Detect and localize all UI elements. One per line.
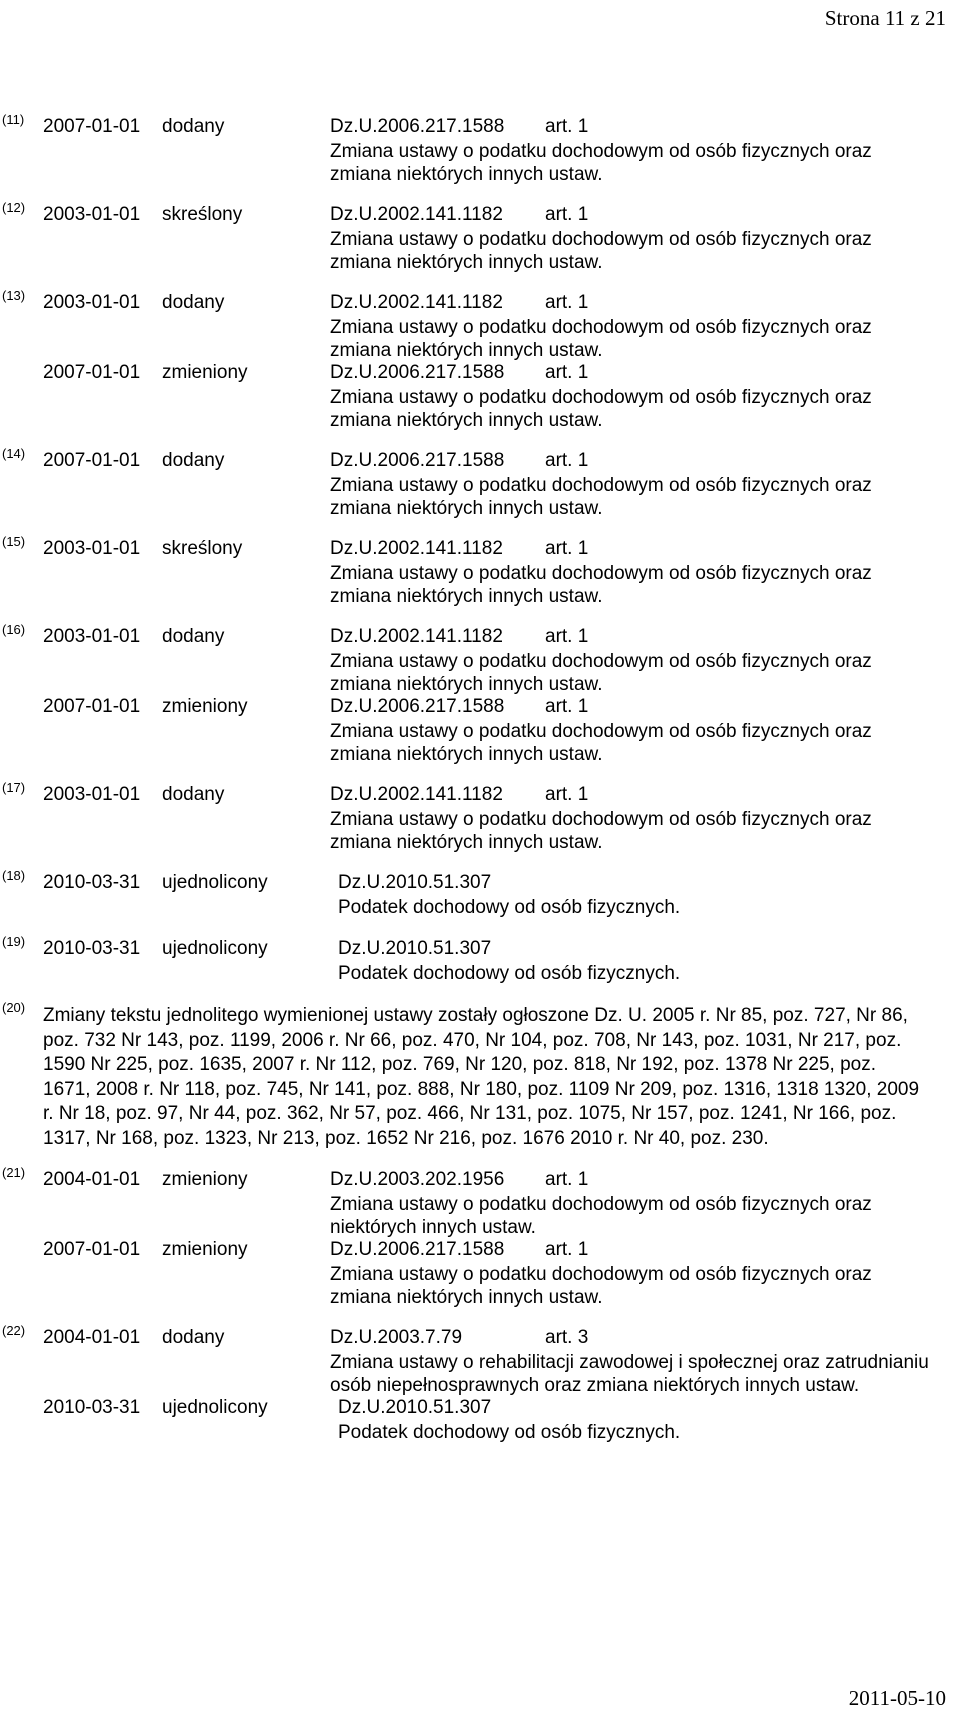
entry-description: Zmiana ustawy o rehabilitacji zawodowej i społecznej oraz zatrudnianiu osób niepełnosprawnych oraz zmiana niektórych innych ustaw. bbox=[330, 1352, 929, 1396]
entry-reference: Dz.U.2003.7.79 bbox=[330, 1327, 463, 1348]
entry-status: skreślony bbox=[162, 204, 243, 225]
history-entry bbox=[0, 1169, 960, 1239]
entry-date: 2010-03-31 bbox=[43, 938, 141, 959]
entry-description: Zmiana ustawy o podatku dochodowym od osób fizycznych oraz zmiana niektórych innych ustaw. bbox=[330, 141, 872, 185]
footnote-number: (19) bbox=[2, 934, 26, 949]
footnote bbox=[0, 1000, 960, 1151]
entry-status: ujednolicony bbox=[162, 872, 268, 893]
history-entry bbox=[0, 626, 960, 696]
entry-reference: Dz.U.2006.217.1588 bbox=[330, 1239, 505, 1260]
entry-status: dodany bbox=[162, 1327, 225, 1348]
footnote bbox=[0, 112, 960, 186]
entry-date: 2007-01-01 bbox=[43, 1239, 141, 1260]
entry-reference: Dz.U.2002.141.1182 bbox=[330, 626, 503, 647]
entry-reference: Dz.U.2002.141.1182 bbox=[330, 538, 503, 559]
entry-description: Zmiana ustawy o podatku dochodowym od osób fizycznych oraz zmiana niektórych innych ustaw. bbox=[330, 229, 872, 273]
entry-description: Zmiana ustawy o podatku dochodowym od osób fizycznych oraz zmiana niektórych innych ustaw. bbox=[330, 475, 872, 519]
footnote bbox=[0, 1323, 960, 1445]
entry-date: 2007-01-01 bbox=[43, 696, 141, 717]
entry-reference: Dz.U.2003.202.1956 bbox=[330, 1169, 505, 1190]
entry-description: Podatek dochodowy od osób fizycznych. bbox=[338, 897, 681, 918]
entry-status: dodany bbox=[162, 292, 225, 313]
entry-description: Zmiana ustawy o podatku dochodowym od osób fizycznych oraz zmiana niektórych innych ustaw. bbox=[330, 1264, 872, 1308]
entry-date: 2004-01-01 bbox=[43, 1327, 141, 1348]
entry-status: dodany bbox=[162, 626, 225, 647]
history-entry bbox=[0, 538, 960, 608]
footnote bbox=[0, 446, 960, 520]
entry-article: art. 3 bbox=[545, 1327, 589, 1348]
entry-date: 2007-01-01 bbox=[43, 116, 141, 137]
entry-reference: Dz.U.2006.217.1588 bbox=[330, 696, 505, 717]
footnote-number: (14) bbox=[2, 446, 26, 461]
history-entry bbox=[0, 204, 960, 274]
page-number: Strona 11 z 21 bbox=[824, 6, 946, 30]
entry-reference: Dz.U.2010.51.307 bbox=[338, 1397, 492, 1418]
history-entry bbox=[0, 116, 960, 186]
entry-description: Zmiana ustawy o podatku dochodowym od osób fizycznych oraz zmiana niektórych innych ustaw. bbox=[330, 651, 872, 695]
entry-reference: Dz.U.2010.51.307 bbox=[338, 938, 492, 959]
entry-date: 2003-01-01 bbox=[43, 292, 141, 313]
entry-description: Zmiana ustawy o podatku dochodowym od osób fizycznych oraz zmiana niektórych innych ustaw. bbox=[330, 387, 872, 431]
footnote-number: (11) bbox=[2, 112, 25, 127]
footnote bbox=[0, 622, 960, 766]
entry-status: zmieniony bbox=[162, 1169, 248, 1190]
entry-status: skreślony bbox=[162, 538, 243, 559]
entry-article: art. 1 bbox=[545, 450, 589, 471]
history-entry bbox=[0, 362, 960, 432]
footnote bbox=[0, 534, 960, 608]
entry-status: zmieniony bbox=[162, 362, 248, 383]
footnote-number: (15) bbox=[2, 534, 26, 549]
entry-status: dodany bbox=[162, 784, 225, 805]
entry-article: art. 1 bbox=[545, 116, 589, 137]
entry-description: Zmiana ustawy o podatku dochodowym od osób fizycznych oraz zmiana niektórych innych ustaw. bbox=[330, 317, 872, 361]
entry-date: 2003-01-01 bbox=[43, 538, 141, 559]
footnote bbox=[0, 868, 960, 920]
entry-description: Zmiana ustawy o podatku dochodowym od osób fizycznych oraz zmiana niektórych innych ustaw. bbox=[330, 721, 872, 765]
footnote bbox=[0, 1165, 960, 1309]
footnotes-list bbox=[0, 112, 960, 1463]
entry-article: art. 1 bbox=[545, 292, 589, 313]
entry-reference: Dz.U.2002.141.1182 bbox=[330, 204, 503, 225]
entry-reference: Dz.U.2006.217.1588 bbox=[330, 116, 505, 137]
entry-status: ujednolicony bbox=[162, 938, 268, 959]
entry-description: Zmiana ustawy o podatku dochodowym od osób fizycznych oraz zmiana niektórych innych ustaw. bbox=[330, 809, 872, 853]
footnote-number: (12) bbox=[2, 200, 26, 215]
entry-status: ujednolicony bbox=[162, 1397, 268, 1418]
history-entry bbox=[0, 1397, 960, 1445]
entry-date: 2003-01-01 bbox=[43, 204, 141, 225]
entry-article: art. 1 bbox=[545, 784, 589, 805]
history-entry bbox=[0, 938, 960, 986]
entry-date: 2003-01-01 bbox=[43, 784, 141, 805]
history-entry bbox=[0, 450, 960, 520]
entry-date: 2007-01-01 bbox=[43, 450, 141, 471]
entry-date: 2004-01-01 bbox=[43, 1169, 141, 1190]
entry-reference: Dz.U.2002.141.1182 bbox=[330, 292, 503, 313]
footnote-number: (17) bbox=[2, 780, 26, 795]
entry-reference: Dz.U.2006.217.1588 bbox=[330, 362, 505, 383]
entry-status: zmieniony bbox=[162, 696, 248, 717]
footnote-number: (13) bbox=[2, 288, 26, 303]
entry-article: art. 1 bbox=[545, 538, 589, 559]
entry-date: 2010-03-31 bbox=[43, 872, 141, 893]
history-entry bbox=[0, 696, 960, 766]
entry-status: dodany bbox=[162, 116, 225, 137]
footnote-number: (16) bbox=[2, 622, 26, 637]
entry-reference: Dz.U.2002.141.1182 bbox=[330, 784, 503, 805]
entry-date: 2010-03-31 bbox=[43, 1397, 141, 1418]
history-entry bbox=[0, 872, 960, 920]
entry-article: art. 1 bbox=[545, 626, 589, 647]
footer-date: 2011-05-10 bbox=[848, 1686, 946, 1710]
entry-reference: Dz.U.2006.217.1588 bbox=[330, 450, 505, 471]
entry-description: Podatek dochodowy od osób fizycznych. bbox=[338, 963, 681, 984]
footnote-number: (22) bbox=[2, 1323, 26, 1338]
history-entry bbox=[0, 1327, 960, 1397]
entry-status: dodany bbox=[162, 450, 225, 471]
entry-article: art. 1 bbox=[545, 204, 589, 225]
footnote-number: (21) bbox=[2, 1165, 26, 1180]
footnote-number: (20) bbox=[2, 1000, 26, 1015]
entry-reference: Dz.U.2010.51.307 bbox=[338, 872, 492, 893]
footnote bbox=[0, 780, 960, 854]
entry-article: art. 1 bbox=[545, 1169, 589, 1190]
footnote-number: (18) bbox=[2, 868, 26, 883]
footnote bbox=[0, 934, 960, 986]
entry-article: art. 1 bbox=[545, 696, 589, 717]
history-entry bbox=[0, 784, 960, 854]
footnote bbox=[0, 200, 960, 274]
entry-status: zmieniony bbox=[162, 1239, 248, 1260]
entry-description: Zmiana ustawy o podatku dochodowym od osób fizycznych oraz niektórych innych ustaw. bbox=[330, 1194, 872, 1238]
entry-description: Podatek dochodowy od osób fizycznych. bbox=[338, 1422, 681, 1443]
footnote-text: Zmiany tekstu jednolitego wymienionej ustawy zostały ogłoszone Dz. U. 2005 r. Nr 85, poz. 727, Nr 86, poz. 732 Nr 143, poz. 1199, 2006 r. Nr 66, poz. 470, Nr 104, poz. 708, Nr 143, poz. 1031, Nr 217, poz. 1590 Nr 225, poz. 1635, 2007 r. Nr 112, poz. 769, Nr 120, poz. 818, Nr 192, poz. 1378 Nr 225, poz. 1671, 2008 r. Nr 118, poz. 745, Nr 141, poz. 888, Nr 180, poz. 1109 Nr 209, poz. 1316, 1318 1320, 2009 r. Nr 18, poz. 97, Nr 44, poz. 362, Nr 57, poz. 466, Nr 131, poz. 1075, Nr 157, poz. 1241, Nr 166, poz. 1317, Nr 168, poz. 1323, Nr 213, poz. 1652 Nr 216, poz. 1676 2010 r. Nr 40, poz. 230. bbox=[43, 1005, 920, 1149]
history-entry bbox=[0, 292, 960, 362]
history-entry bbox=[0, 1239, 960, 1309]
entry-article: art. 1 bbox=[545, 1239, 589, 1260]
entry-date: 2007-01-01 bbox=[43, 362, 141, 383]
entry-description: Zmiana ustawy o podatku dochodowym od osób fizycznych oraz zmiana niektórych innych ustaw. bbox=[330, 563, 872, 607]
entry-date: 2003-01-01 bbox=[43, 626, 141, 647]
footnote bbox=[0, 288, 960, 432]
entry-article: art. 1 bbox=[545, 362, 589, 383]
